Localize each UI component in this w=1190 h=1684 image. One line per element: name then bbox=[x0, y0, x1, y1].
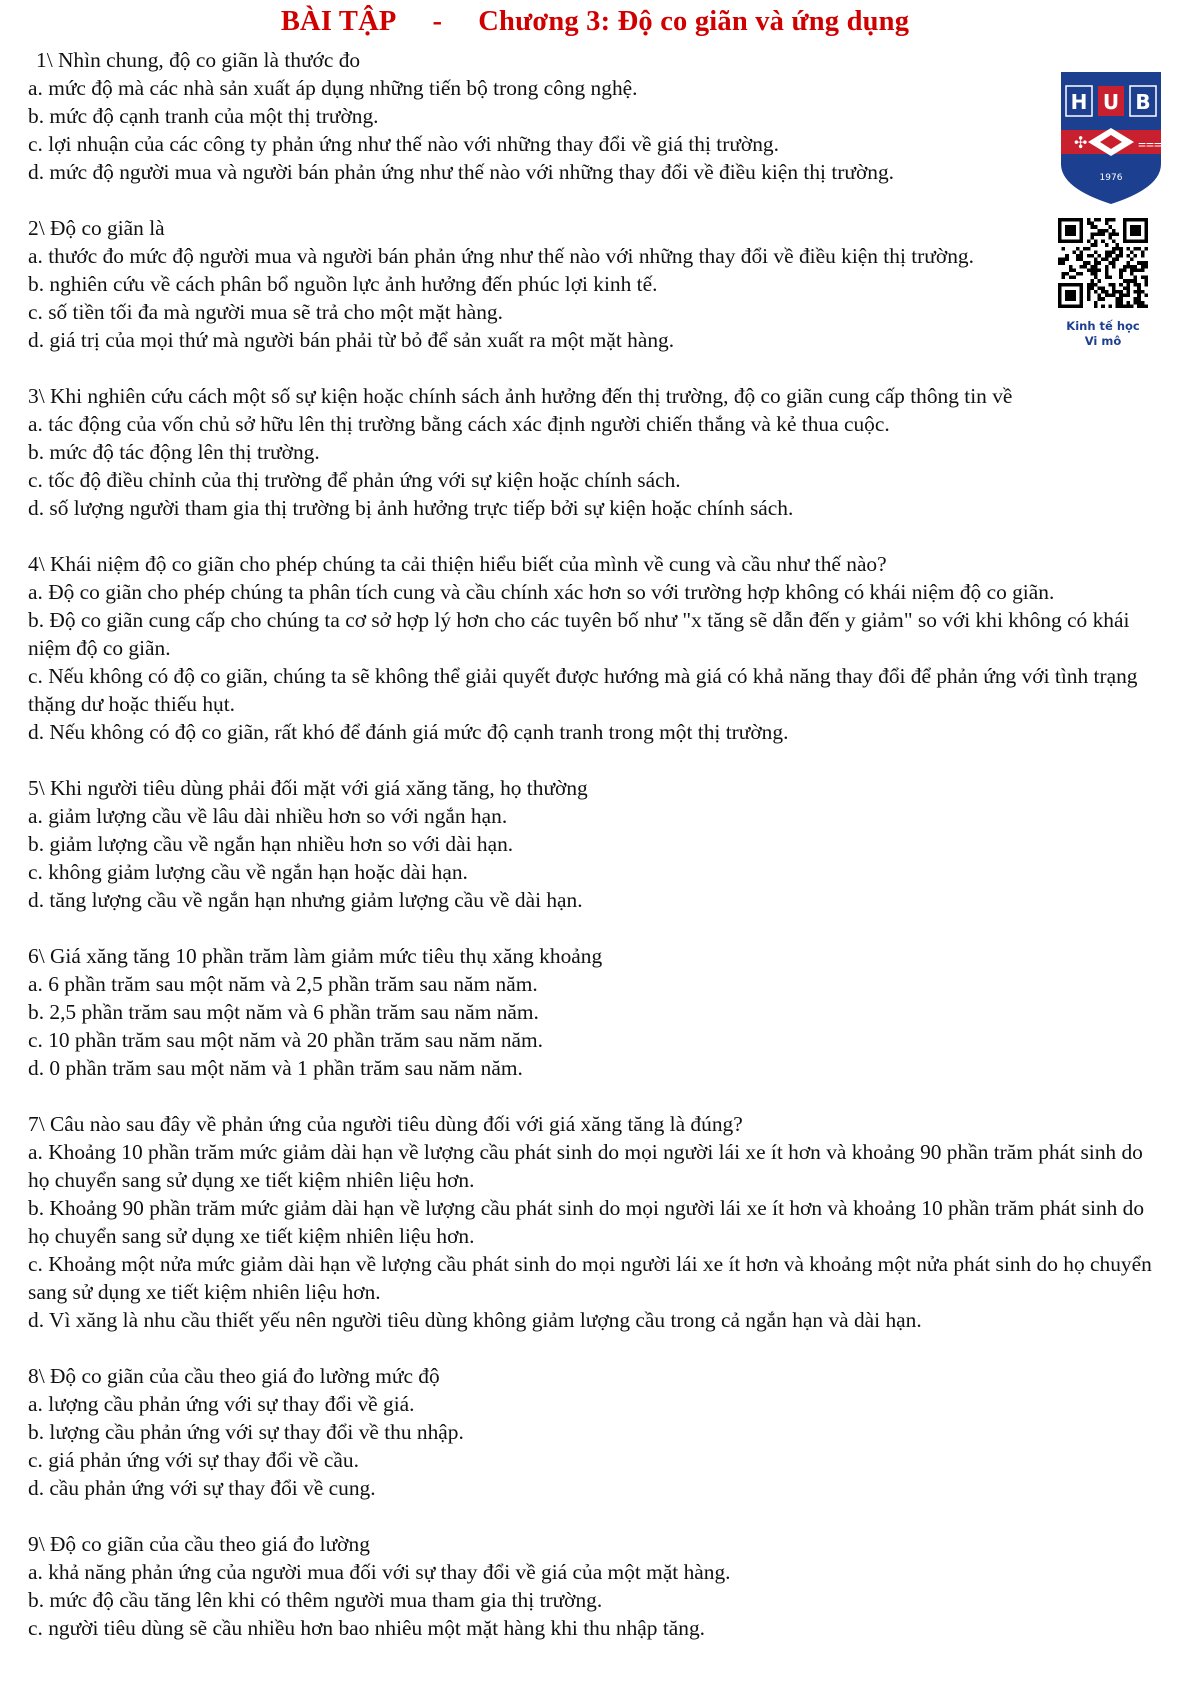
answer-option: b. mức độ cầu tăng lên khi có thêm người mua tham gia thị trường. bbox=[28, 1588, 603, 1612]
question-7 bbox=[28, 1110, 1168, 1334]
question-stem: 4\ Khái niệm độ co giãn cho phép chúng ta cải thiện hiểu biết của mình về cung và cầu như thế nào? bbox=[28, 552, 887, 576]
question-stem: 8\ Độ co giãn của cầu theo giá đo lường mức độ bbox=[28, 1364, 440, 1388]
logo-left-glyph: ✣ bbox=[1074, 133, 1088, 152]
question-9 bbox=[28, 1530, 1168, 1642]
logo-letter-h: H bbox=[1070, 90, 1088, 114]
title-label: BÀI TẬP bbox=[280, 6, 397, 37]
chapter-title: Chương 3: Độ co giãn và ứng dụng bbox=[478, 6, 910, 37]
answer-option: c. người tiêu dùng sẽ cầu nhiều hơn bao nhiêu một mặt hàng khi thu nhập tăng. bbox=[28, 1616, 705, 1640]
answer-option: c. tốc độ điều chỉnh của thị trường để phản ứng với sự kiện hoặc chính sách. bbox=[28, 468, 681, 492]
answer-option: b. mức độ cạnh tranh của một thị trường. bbox=[28, 104, 379, 128]
answer-option: a. lượng cầu phản ứng với sự thay đổi về giá. bbox=[28, 1392, 415, 1416]
question-6 bbox=[28, 942, 1168, 1082]
answer-option: a. Khoảng 10 phần trăm mức giảm dài hạn về lượng cầu phát sinh do mọi người lái xe ít hơn và khoảng 90 phần trăm phát sinh do họ chuyển sang sử dụng xe tiết kiệm nhiên liệu hơn. bbox=[28, 1140, 1143, 1192]
answer-option: a. mức độ mà các nhà sản xuất áp dụng những tiến bộ trong công nghệ. bbox=[28, 76, 638, 100]
answer-option: c. lợi nhuận của các công ty phản ứng như thế nào với những thay đổi về giá thị trường. bbox=[28, 132, 779, 156]
question-stem: 7\ Câu nào sau đây về phản ứng của người tiêu dùng đối với giá xăng tăng là đúng? bbox=[28, 1112, 743, 1136]
question-stem: 2\ Độ co giãn là bbox=[28, 216, 165, 240]
answer-option: a. 6 phần trăm sau một năm và 2,5 phần trăm sau năm năm. bbox=[28, 972, 538, 996]
answer-option: b. Độ co giãn cung cấp cho chúng ta cơ sở hợp lý hơn cho các tuyên bố như "x tăng sẽ dẫn đến y giảm" so với khi không có khái niệm độ co giãn. bbox=[28, 608, 1130, 660]
question-stem: 3\ Khi nghiên cứu cách một số sự kiện hoặc chính sách ảnh hưởng đến thị trường, độ co giãn cung cấp thông tin về bbox=[28, 384, 1013, 408]
question-stem: 6\ Giá xăng tăng 10 phần trăm làm giảm mức tiêu thụ xăng khoảng bbox=[28, 944, 603, 968]
answer-option: d. cầu phản ứng với sự thay đổi về cung. bbox=[28, 1476, 376, 1500]
answer-option: d. Vì xăng là nhu cầu thiết yếu nên người tiêu dùng không giảm lượng cầu trong cả ngắn hạn và dài hạn. bbox=[28, 1308, 922, 1332]
answer-option: a. khả năng phản ứng của người mua đối với sự thay đổi về giá của một mặt hàng. bbox=[28, 1560, 731, 1584]
answer-option: c. không giảm lượng cầu về ngắn hạn hoặc dài hạn. bbox=[28, 860, 468, 884]
answer-option: d. số lượng người tham gia thị trường bị ảnh hưởng trực tiếp bởi sự kiện hoặc chính sách. bbox=[28, 496, 794, 520]
logo-year: 1976 bbox=[1099, 173, 1123, 183]
answer-option: d. 0 phần trăm sau một năm và 1 phần trăm sau năm năm. bbox=[28, 1056, 523, 1080]
logo-letter-b: B bbox=[1135, 90, 1151, 114]
question-1 bbox=[28, 46, 1168, 186]
logo-letter-u: U bbox=[1102, 90, 1120, 114]
question-4 bbox=[28, 550, 1168, 746]
question-8 bbox=[28, 1362, 1168, 1502]
question-stem: 5\ Khi người tiêu dùng phải đối mặt với giá xăng tăng, họ thường bbox=[28, 776, 588, 800]
question-3 bbox=[28, 382, 1168, 522]
question-stem: 1\ Nhìn chung, độ co giãn là thước đo bbox=[36, 48, 361, 72]
answer-option: c. số tiền tối đa mà người mua sẽ trả cho một mặt hàng. bbox=[28, 300, 503, 324]
page-title bbox=[0, 6, 1190, 38]
answer-option: c. giá phản ứng với sự thay đổi về cầu. bbox=[28, 1448, 359, 1472]
answer-option: d. tăng lượng cầu về ngắn hạn nhưng giảm lượng cầu về dài hạn. bbox=[28, 888, 583, 912]
qr-caption-line1: Kinh tế học bbox=[1066, 319, 1140, 333]
answer-option: b. nghiên cứu về cách phân bổ nguồn lực ảnh hưởng đến phúc lợi kinh tế. bbox=[28, 272, 658, 296]
answer-option: a. Độ co giãn cho phép chúng ta phân tích cung và cầu chính xác hơn so với trường hợp không có khái niệm độ co giãn. bbox=[28, 580, 1055, 604]
answer-option: d. Nếu không có độ co giãn, rất khó để đánh giá mức độ cạnh tranh trong một thị trường. bbox=[28, 720, 789, 744]
answer-option: b. lượng cầu phản ứng với sự thay đổi về thu nhập. bbox=[28, 1420, 464, 1444]
question-2 bbox=[28, 214, 1168, 354]
answer-option: c. Nếu không có độ co giãn, chúng ta sẽ không thể giải quyết được hướng mà giá có khả năng thay đổi để phản ứng với tình trạng thặng dư hoặc thiếu hụt. bbox=[28, 664, 1138, 716]
answer-option: a. giảm lượng cầu về lâu dài nhiều hơn so với ngắn hạn. bbox=[28, 804, 508, 828]
answer-option: d. mức độ người mua và người bán phản ứng như thế nào với những thay đổi về điều kiện thị trường. bbox=[28, 160, 895, 184]
answer-option: d. giá trị của mọi thứ mà người bán phải từ bỏ để sản xuất ra một mặt hàng. bbox=[28, 328, 675, 352]
answer-option: b. 2,5 phần trăm sau một năm và 6 phần trăm sau năm năm. bbox=[28, 1000, 539, 1024]
answer-option: b. Khoảng 90 phần trăm mức giảm dài hạn về lượng cầu phát sinh do mọi người lái xe ít hơn và khoảng 10 phần trăm phát sinh do họ chuyển sang sử dụng xe tiết kiệm nhiên liệu hơn. bbox=[28, 1196, 1145, 1248]
title-separator: - bbox=[432, 6, 443, 37]
answer-option: b. mức độ tác động lên thị trường. bbox=[28, 440, 320, 464]
answer-option: a. thước đo mức độ người mua và người bán phản ứng như thế nào với những thay đổi về điều kiện thị trường. bbox=[28, 244, 974, 268]
question-list bbox=[28, 46, 1168, 1642]
question-5 bbox=[28, 774, 1168, 914]
answer-option: c. Khoảng một nửa mức giảm dài hạn về lượng cầu phát sinh do mọi người lái xe ít hơn và khoảng một nửa phát sinh do họ chuyển sang sử dụng xe tiết kiệm nhiên liệu hơn. bbox=[28, 1252, 1152, 1304]
answer-option: a. tác động của vốn chủ sở hữu lên thị trường bằng cách xác định người chiến thắng và kẻ thua cuộc. bbox=[28, 412, 890, 436]
answer-option: c. 10 phần trăm sau một năm và 20 phần trăm sau năm năm. bbox=[28, 1028, 544, 1052]
answer-option: b. giảm lượng cầu về ngắn hạn nhiều hơn so với dài hạn. bbox=[28, 832, 514, 856]
logo-right-glyph: ⩶ bbox=[1138, 136, 1162, 152]
qr-caption-line2: Vi mô bbox=[1084, 334, 1122, 348]
question-stem: 9\ Độ co giãn của cầu theo giá đo lường bbox=[28, 1532, 370, 1556]
